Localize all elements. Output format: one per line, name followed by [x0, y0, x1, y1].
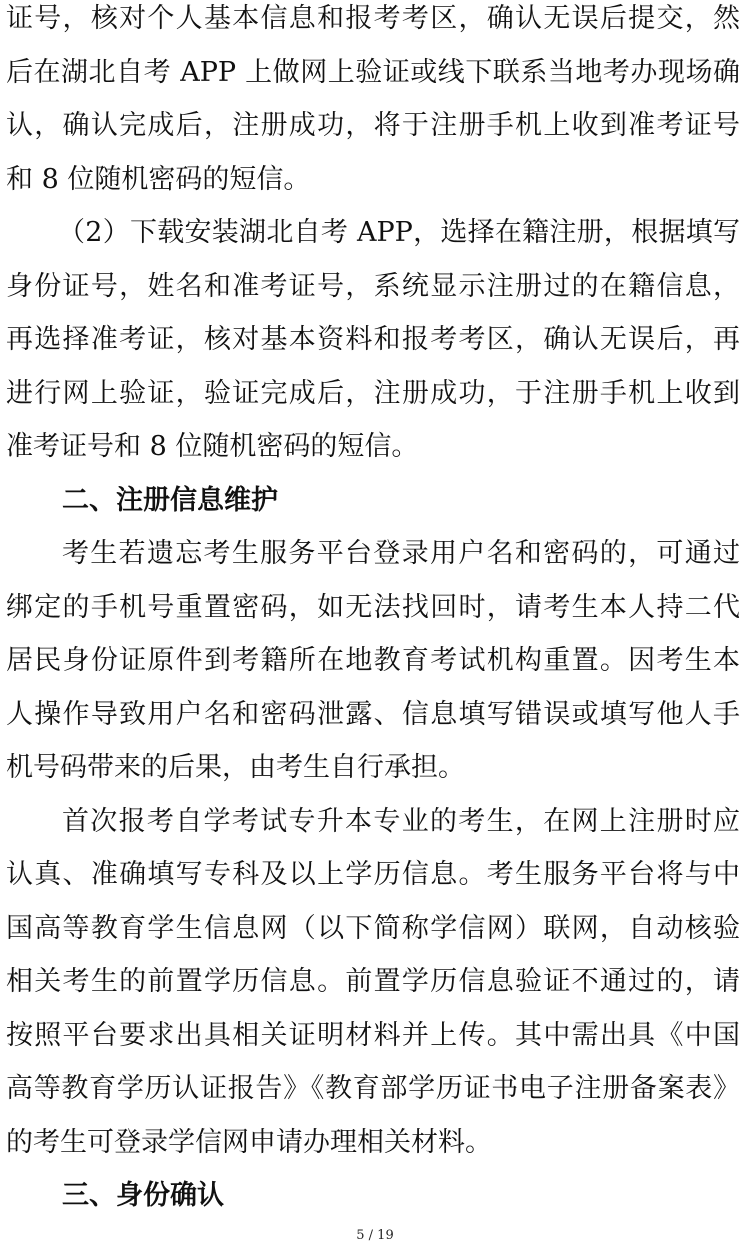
body-line-11: 考生若遗忘考生服务平台登录用户名和密码的，可通过	[62, 538, 740, 569]
section-heading-3: 三、身份确认	[62, 1180, 224, 1211]
body-line-21: 高等教育学历认证报告》《教育部学历证书电子注册备案表》	[6, 1073, 740, 1104]
body-line-7: 再选择准考证，核对基本资料和报考考区，确认无误后，再	[6, 324, 740, 355]
body-line-18: 国高等教育学生信息网（以下简称学信网）联网，自动核验	[6, 913, 740, 944]
body-line-1: 证号，核对个人基本信息和报考考区，确认无误后提交，然	[6, 3, 740, 34]
body-line-12: 绑定的手机号重置密码，如无法找回时，请考生本人持二代	[6, 592, 740, 623]
body-line-14: 人操作导致用户名和密码泄露、信息填写错误或填写他人手	[6, 699, 740, 730]
body-line-17: 认真、准确填写专科及以上学历信息。考生服务平台将与中	[6, 859, 740, 890]
body-line-3: 认，确认完成后，注册成功，将于注册手机上收到准考证号	[6, 110, 740, 141]
page-number: 5 / 19	[356, 1228, 394, 1243]
body-line-2: 后在湖北自考 APP 上做网上验证或线下联系当地考办现场确	[6, 57, 740, 88]
body-line-15: 机号码带来的后果，由考生自行承担。	[6, 752, 465, 783]
body-line-5: （2）下载安装湖北自考 APP，选择在籍注册，根据填写	[58, 217, 740, 248]
body-line-6: 身份证号，姓名和准考证号，系统显示注册过的在籍信息，	[6, 271, 740, 302]
body-line-22: 的考生可登录学信网申请办理相关材料。	[6, 1127, 492, 1158]
body-line-16: 首次报考自学考试专升本专业的考生，在网上注册时应	[62, 806, 740, 837]
section-heading-2: 二、注册信息维护	[62, 485, 278, 516]
body-line-20: 按照平台要求出具相关证明材料并上传。其中需出具《中国	[6, 1020, 740, 1051]
body-line-13: 居民身份证原件到考籍所在地教育考试机构重置。因考生本	[6, 645, 740, 676]
body-line-8: 进行网上验证，验证完成后，注册成功，于注册手机上收到	[6, 378, 740, 409]
body-line-4: 和 8 位随机密码的短信。	[6, 164, 311, 195]
body-line-9: 准考证号和 8 位随机密码的短信。	[6, 431, 419, 462]
body-line-19: 相关考生的前置学历信息。前置学历信息验证不通过的，请	[6, 966, 740, 997]
